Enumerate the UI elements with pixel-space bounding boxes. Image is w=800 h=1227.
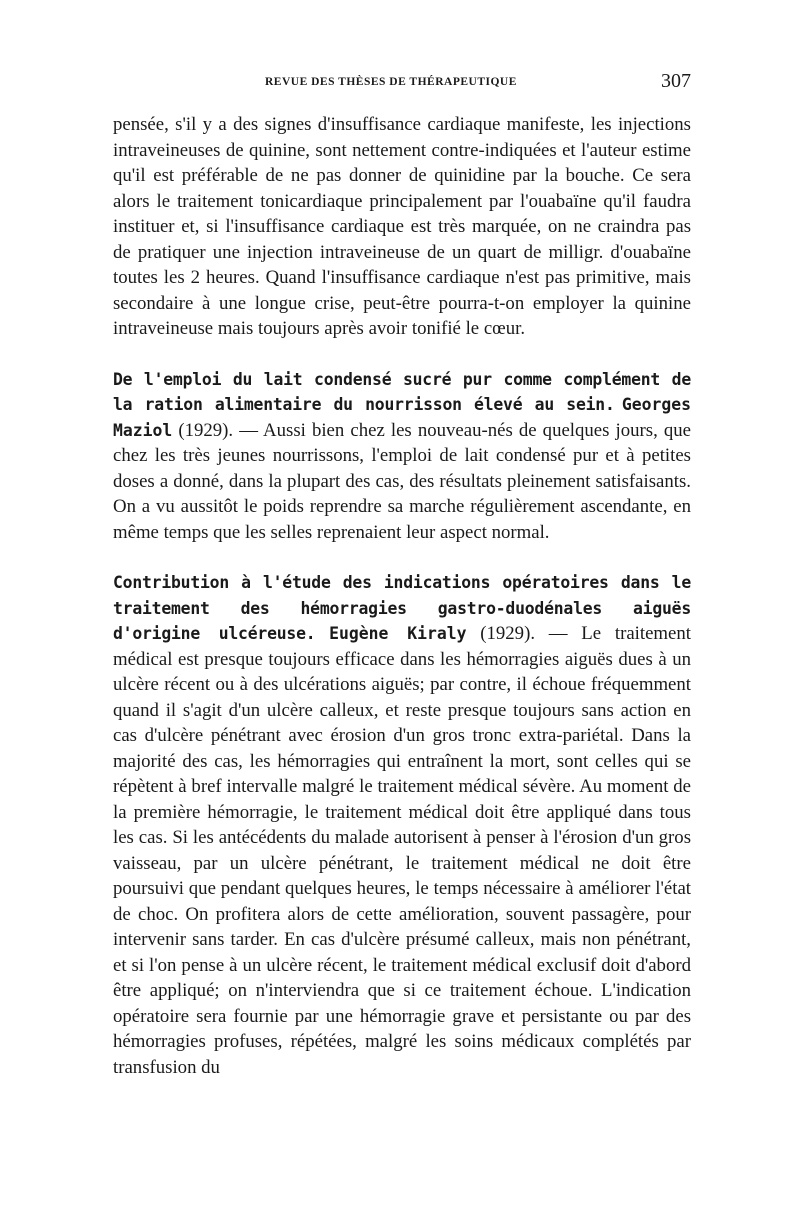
article-title: De l'emploi du lait condensé sucré pur comme complément de la ration alimentaire du nourrisson élevé au sein.	[113, 369, 691, 414]
article-body: — Aussi bien chez les nouveau-nés de quelques jours, que chez les très jeunes nourrissons, l'emploi de lait condensé pur et à petites doses a donné, dans la plupart des cas, des résultats pleinement satisfaisants. On a vu aussitôt le poids reprendre sa marche régulièrement ascendante, en même temps que les selles reprenaient leur aspect normal.	[113, 419, 692, 543]
article-title: Contribution à l'étude des indications opératoires dans le traitement des hémorragies gastro-duodénales aiguës d'origine ulcéreuse.	[113, 573, 691, 643]
article-year: (1929).	[480, 623, 536, 644]
book-page	[113, 70, 691, 1080]
page-number: 307	[661, 70, 691, 92]
paragraph-intro: pensée, s'il y a des signes d'insuffisance cardiaque manifeste, les injections intraveineuses de quinine, sont nettement contre-indiquées et l'auteur estime qu'il est préférable de ne pas donner de quinidine par la bouche. Ce sera alors le traitement tonicardiaque principalement par l'ouabaïne qu'il faudra instituer et, si l'insuffisance cardiaque est très marquée, on ne craindra pas de pratiquer une injection intraveineuse de un quart de milligr. d'ouabaïne toutes les 2 heures. Quand l'insuffisance cardiaque n'est pas primitive, mais secondaire à une longue crise, peut-être pourra-t-on employer la quinine intraveineuse mais toujours après avoir tonifié le cœur.	[113, 114, 691, 339]
article-author: Eugène Kiraly	[329, 624, 467, 643]
running-header	[113, 70, 691, 104]
article-lait-condense	[113, 367, 691, 546]
article-author: Georges Maziol	[113, 395, 691, 440]
article-hemorragies	[113, 570, 691, 1080]
article-year: (1929).	[178, 419, 234, 441]
running-title: REVUE DES THÈSES DE THÉRAPEUTIQUE	[265, 76, 517, 88]
article-body: — Le traitement médical est presque toujours efficace dans les hémorragies aiguës dues à un ulcère récent ou à des ulcérations aiguës; par contre, il échoue fréquemment quand il s'agit d'un ulcère calleux, et reste presque toujours sans action en cas d'ulcère pénétrant avec érosion d'un gros tronc extra-pariétal. Dans la majorité des cas, les hémorragies qui entraînent la mort, sont celles qui se répètent à bref intervalle malgré le traitement médical sévère. Au moment de la première hémorragie, le traitement médical doit être appliqué dans tous les cas. Si les antécédents du malade autorisent à penser à l'érosion d'un gros vaisseau, par un ulcère pénétrant, le traitement médical ne doit être poursuivi que pendant quelques heures, le temps nécessaire à améliorer l'état de choc. On profitera alors de cette amélioration, souvent passagère, pour intervenir sans tarder. En cas d'ulcère présumé calleux, mais non pénétrant, et si l'on pense à un ulcère récent, le traitement médical exclusif doit d'abord être appliqué; on n'interviendra que si ce traitement échoue. L'indication opératoire sera fournie par une hémorragie grave et persistante ou par des hémorragies profuses, répétées, malgré les soins médicaux complétés par transfusion du	[113, 623, 691, 1078]
